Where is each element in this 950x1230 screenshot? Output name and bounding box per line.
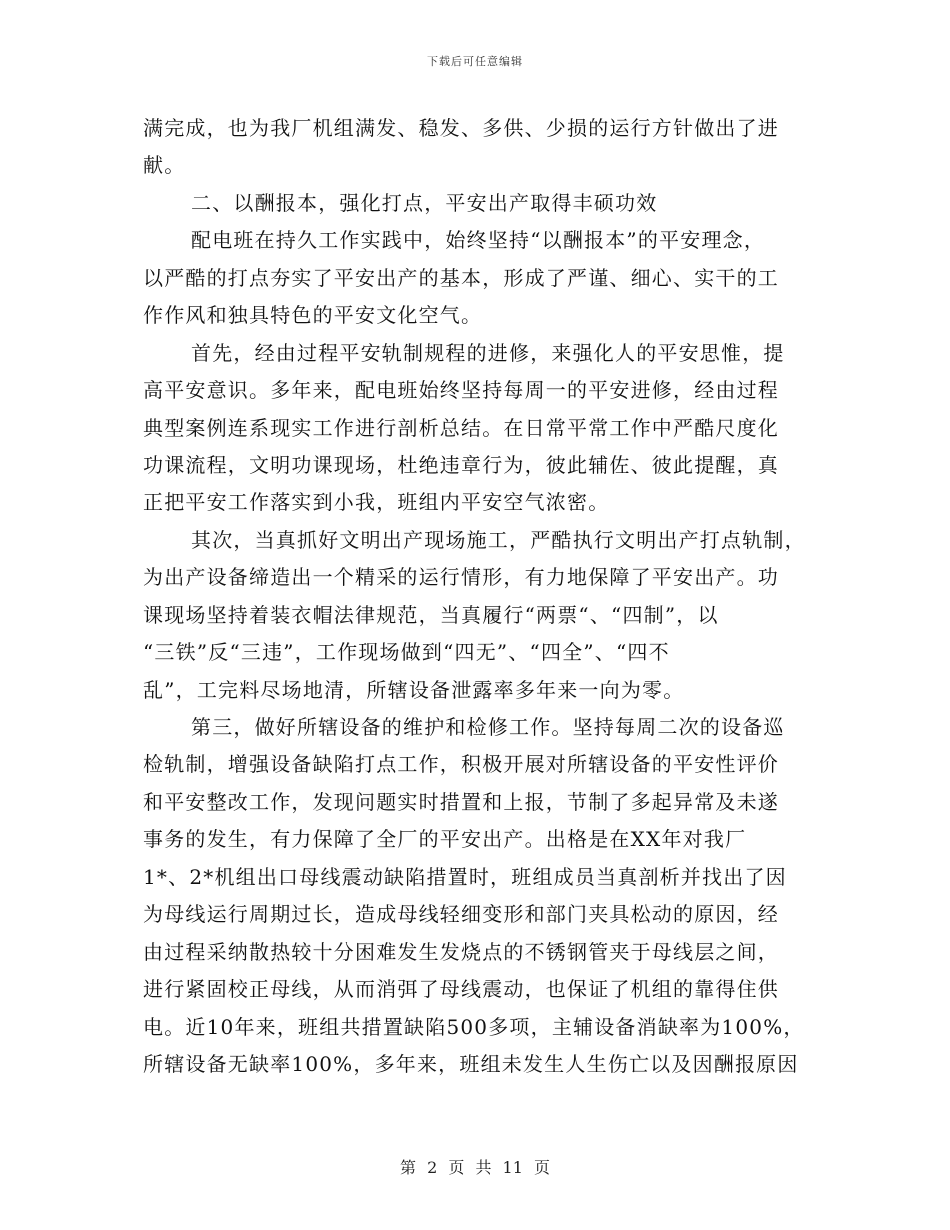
paragraph-line: 首先，经由过程平安轨制规程的进修，来强化人的平安思惟，提 [191, 340, 785, 365]
paragraph-line: 满完成，也为我厂机组满发、稳发、多供、少损的运行方针做出了进 [143, 116, 779, 140]
paragraph-line: 事务的发生，有力保障了全厂的平安出产。出格是在XX年对我厂 [143, 827, 747, 852]
paragraph-line: 其次，当真抓好文明出产现场施工，严酷执行文明出产打点轨制， [191, 527, 806, 552]
paragraph-line: 功课流程，文明功课现场，杜绝违章行为，彼此辅佐、彼此提醒，真 [143, 452, 779, 477]
paragraph-line: 检轨制，增强设备缺陷打点工作，积极开展对所辖设备的平安性评价 [143, 752, 779, 777]
paragraph-line: 为出产设备缔造出一个精采的运行情形，有力地保障了平安出产。功 [143, 565, 779, 590]
paragraph-line: 和平安整改工作，发现问题实时措置和上报，节制了多起异常及未遂 [143, 789, 779, 814]
paragraph-line: 作作风和独具特色的平安文化空气。 [143, 303, 483, 328]
paragraph-line: 课现场坚持着装衣帽法律规范，当真履行“两票“、“四制”，以 [143, 602, 719, 627]
paragraph-line: “三铁”反“三违”，工作现场做到“四无”、“四全”、“四不 [143, 640, 670, 665]
paragraph-line: 配电班在持久工作实践中，始终坚持“以酬报本”的平安理念， [191, 228, 766, 253]
paragraph-line: 以严酷的打点夯实了平安出产的基本，形成了严谨、细心、实干的工 [143, 265, 779, 290]
document-body [143, 110, 815, 1083]
paragraph-line: 典型案例连系现实工作进行剖析总结。在日常平常工作中严酷尺度化 [143, 415, 779, 440]
paragraph-line: 由过程采纳散热较十分困难发生发烧点的不锈钢管夹于母线层之间， [143, 939, 779, 964]
section-heading: 二、以酬报本，强化打点，平安出产取得丰硕功效 [191, 190, 658, 215]
paragraph-line: 为母线运行周期过长，造成母线轻细变形和部门夹具松动的原因，经 [143, 902, 779, 927]
paragraph-line: 高平安意识。多年来，配电班始终坚持每周一的平安进修，经由过程 [143, 378, 779, 403]
page-header-note: 下载后可任意编辑 [427, 55, 523, 68]
paragraph-line: 电。近10年来，班组共措置缺陷500多项，主辅设备消缺率为100%， [143, 1014, 805, 1039]
paragraph-line: 进行紧固校正母线，从而消弭了母线震动，也保证了机组的靠得住供 [143, 977, 779, 1002]
page-number: 第 2 页 共 11 页 [400, 1158, 550, 1177]
paragraph-line: 献。 [143, 153, 186, 178]
paragraph-line: 所辖设备无缺率100%，多年来，班组未发生人生伤亡以及因酬报原因 [143, 1051, 799, 1076]
paragraph-line: 正把平安工作落实到小我，班组内平安空气浓密。 [143, 490, 610, 515]
paragraph-line: 1*、2*机组出口母线震动缺陷措置时，班组成员当真剖析并找出了因 [143, 864, 787, 889]
paragraph-line: 第三，做好所辖设备的维护和检修工作。坚持每周二次的设备巡 [191, 715, 785, 739]
paragraph-line: 乱”，工完料尽场地清，所辖设备泄露率多年来一向为零。 [143, 677, 685, 702]
